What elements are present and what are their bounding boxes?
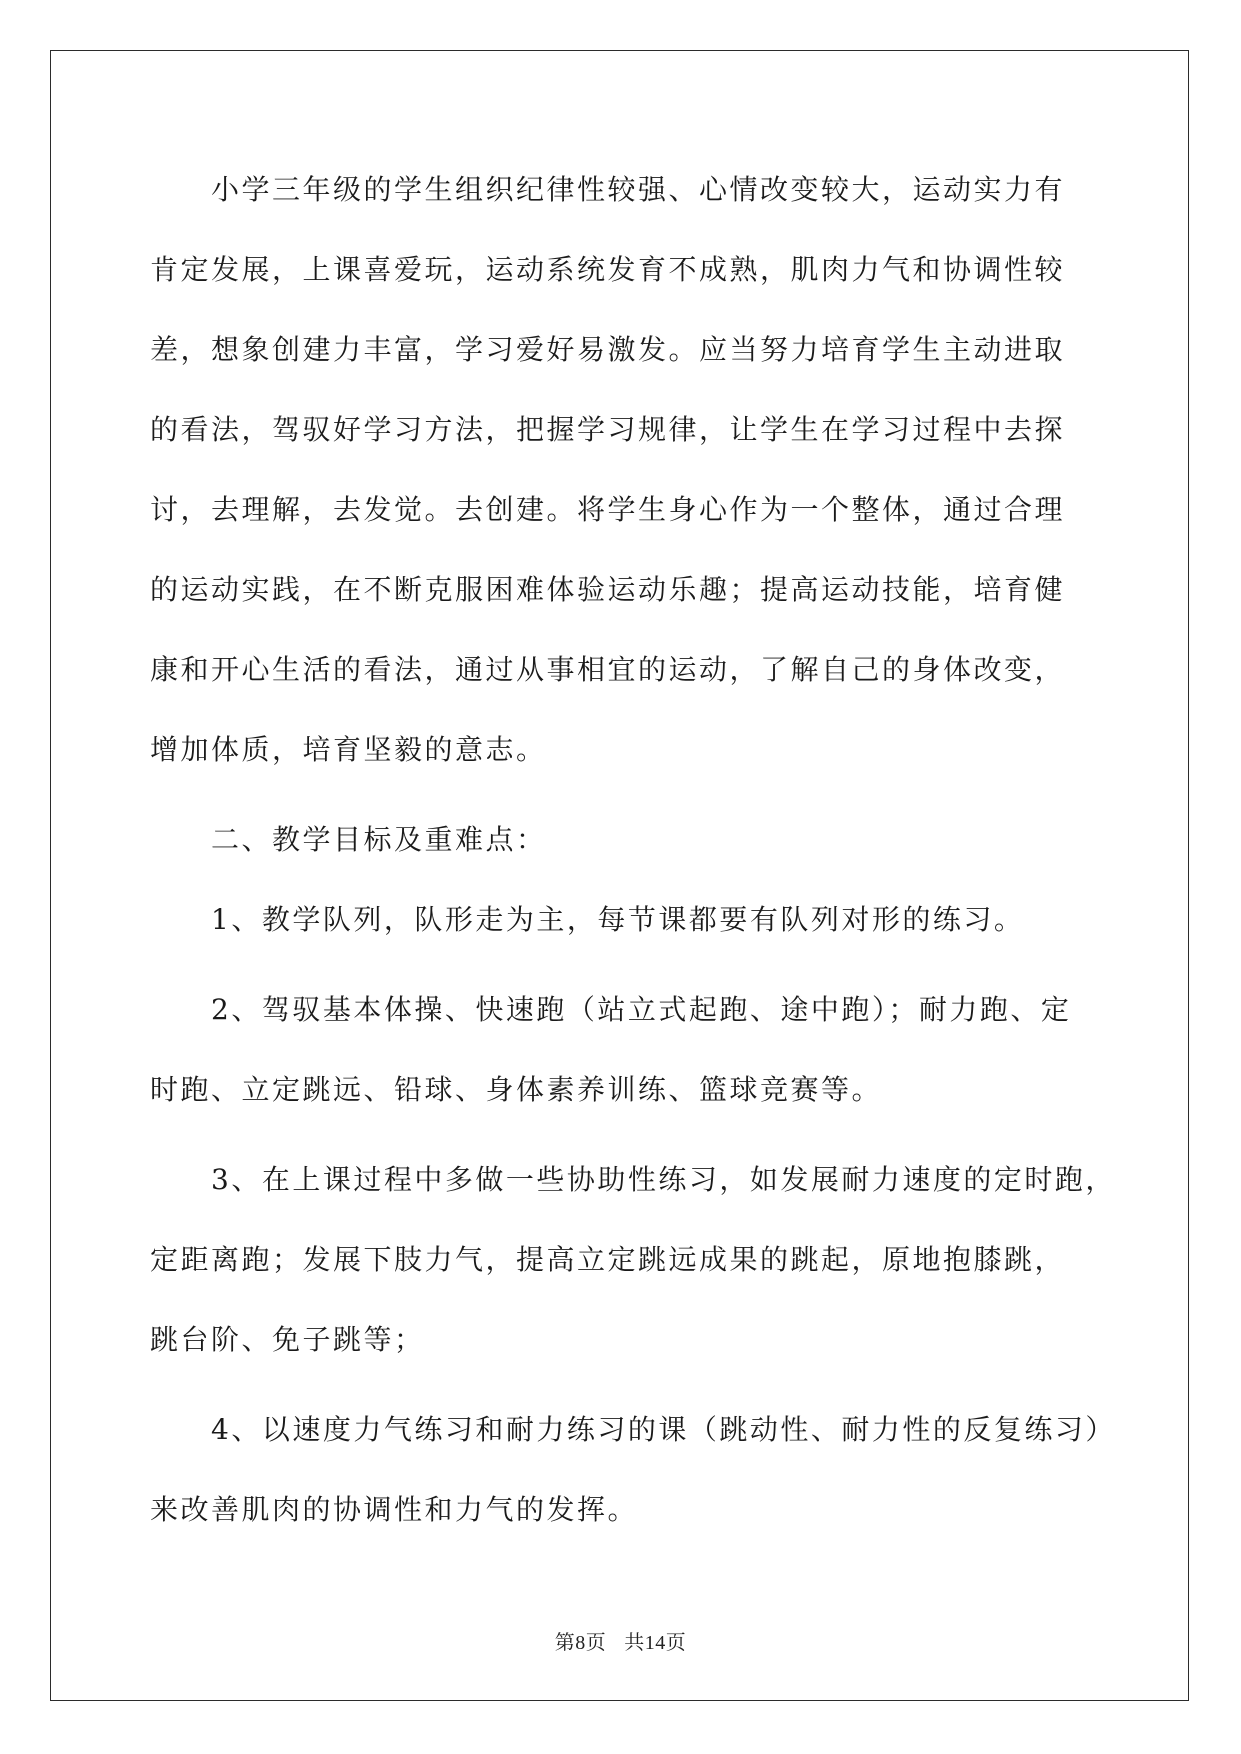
paragraph-student-analysis (150, 150, 1090, 790)
text-line: 康和开心生活的看法，通过从事相宜的运动，了解自己的身体改变， (150, 653, 1066, 686)
text-line: 的运动实践，在不断克服困难体验运动乐趣；提高运动技能，培育健 (150, 573, 1066, 606)
list-item-3 (150, 1140, 1116, 1380)
document-body (150, 150, 1116, 1560)
text-line: 3、在上课过程中多做一些协助性练习，如发展耐力速度的定时跑， (211, 1163, 1116, 1196)
list-item-1 (150, 880, 1090, 960)
page-number: 第8页 (554, 1632, 607, 1654)
text-line: 差，想象创建力丰富，学习爱好易激发。应当努力培育学生主动进取 (150, 333, 1066, 366)
text-line: 2、驾驭基本体操、快速跑（站立式起跑、途中跑）；耐力跑、定 (211, 993, 1072, 1026)
text-line: 跳台阶、免子跳等； (150, 1323, 425, 1356)
text-line: 肯定发展，上课喜爱玩，运动系统发育不成熟，肌肉力气和协调性较 (150, 253, 1066, 286)
page-footer (0, 1626, 1241, 1655)
section-heading (150, 800, 1090, 880)
text-line: 1、教学队列，队形走为主，每节课都要有队列对形的练习。 (211, 903, 1025, 936)
page-total: 共14页 (624, 1632, 687, 1654)
list-item-2 (150, 970, 1090, 1130)
text-line: 小学三年级的学生组织纪律性较强、心情改变较大，运动实力有 (211, 173, 1066, 206)
text-line: 的看法，驾驭好学习方法，把握学习规律，让学生在学习过程中去探 (150, 413, 1066, 446)
text-line: 时跑、立定跳远、铅球、身体素养训练、篮球竞赛等。 (150, 1073, 883, 1106)
heading-text: 二、教学目标及重难点： (211, 823, 547, 856)
text-line: 来改善肌肉的协调性和力气的发挥。 (150, 1493, 639, 1526)
text-line: 定距离跑；发展下肢力气，提高立定跳远成果的跳起，原地抱膝跳， (150, 1243, 1066, 1276)
text-line: 4、以速度力气练习和耐力练习的课（跳动性、耐力性的反复练习） (211, 1413, 1116, 1446)
text-line: 增加体质，培育坚毅的意志。 (150, 733, 547, 766)
text-line: 讨，去理解，去发觉。去创建。将学生身心作为一个整体，通过合理 (150, 493, 1066, 526)
list-item-4 (150, 1390, 1116, 1550)
